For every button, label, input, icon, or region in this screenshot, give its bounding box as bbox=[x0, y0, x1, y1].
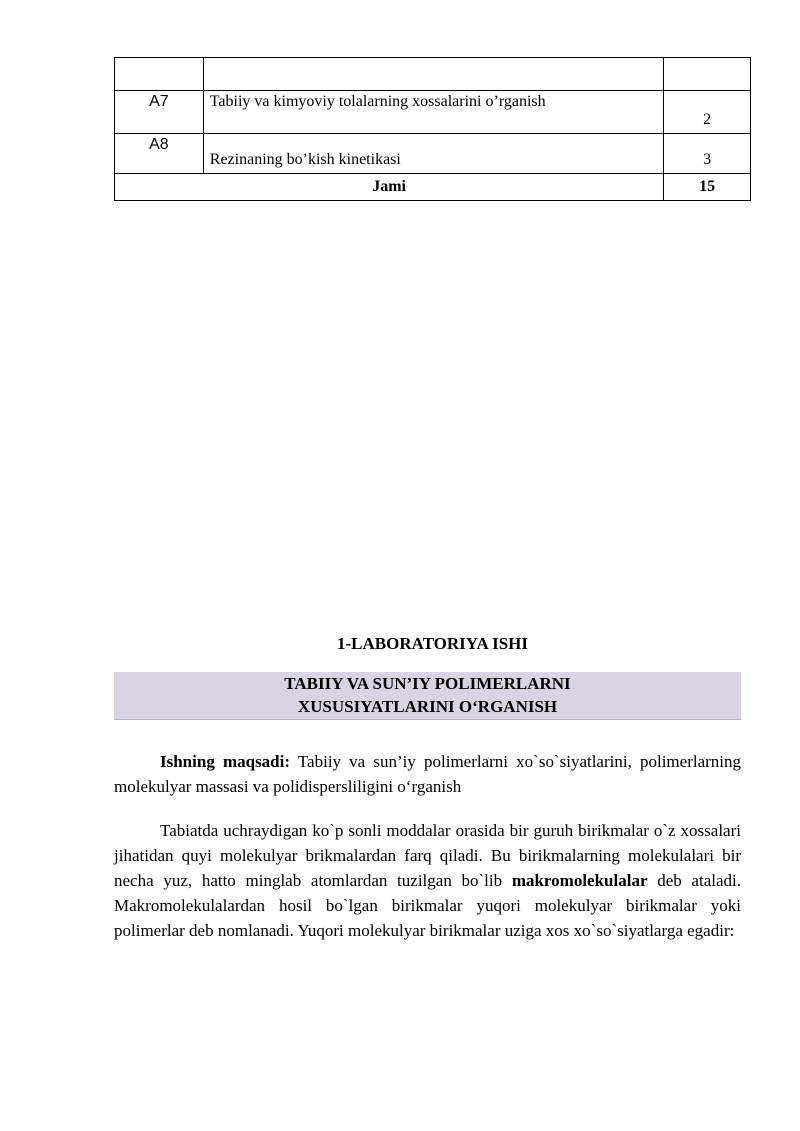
table-cell-code: A7 bbox=[115, 91, 204, 134]
table-row bbox=[115, 91, 751, 134]
intro-text-after: deb ataladi. Makromolekulalardan hosil bo`lgan birikmalar yuqori molekulyar birikmalar yoki polimerlar deb nomlanadi. Yuqori molekulyar birikmalar uziga xos xo`so`siyatlarga egadir: bbox=[114, 871, 741, 940]
table-row bbox=[115, 58, 751, 91]
total-label: Jami bbox=[115, 174, 664, 201]
objective-text: Tabiiy va sun’iy polimerlarni xo`so`siyatlarini, polimerlarning molekulyar massasi va polidispersliligini o‘rganish bbox=[114, 752, 742, 796]
objective-paragraph bbox=[114, 749, 741, 799]
table-cell-code: A8 bbox=[115, 134, 204, 174]
table-cell-title: Tabiiy va kimyoviy tolalarning xossalarini o’rganish bbox=[203, 91, 663, 134]
table-cell-code bbox=[115, 58, 204, 91]
table-row bbox=[115, 134, 751, 174]
lab-heading: 1-LABORATORIYA ISHI bbox=[337, 634, 528, 653]
lab-title-line-2: XUSUSIYATLARINI O‘RGANISH bbox=[297, 697, 558, 716]
table-cell-title: Rezinaning bo’kish kinetikasi bbox=[203, 134, 663, 174]
intro-term: makromolekulalar bbox=[511, 871, 648, 890]
lab-title-band bbox=[114, 672, 741, 720]
total-value: 15 bbox=[664, 174, 751, 201]
table-total-row bbox=[115, 174, 751, 201]
table-cell-hours bbox=[664, 58, 751, 91]
table-cell-hours: 3 bbox=[664, 134, 751, 174]
intro-text-before: Tabiatda uchraydigan ko`p sonli moddalar orasida bir guruh birikmalar o`z xossalari jihatidan quyi molekulyar brikmalardan farq qiladi. Bu birikmalarning molekulalari bir necha yuz, hatto minglab atomlardan tuzilgan bo`lib bbox=[114, 821, 741, 890]
table-cell-title bbox=[203, 58, 663, 91]
objective-label: Ishning maqsadi: bbox=[160, 752, 291, 771]
lab-works-table bbox=[114, 57, 751, 201]
lab-title-line-1: TABIIY VA SUN’IY POLIMERLARNI bbox=[284, 674, 571, 693]
table-cell-hours: 2 bbox=[664, 91, 751, 134]
intro-paragraph bbox=[114, 818, 741, 943]
